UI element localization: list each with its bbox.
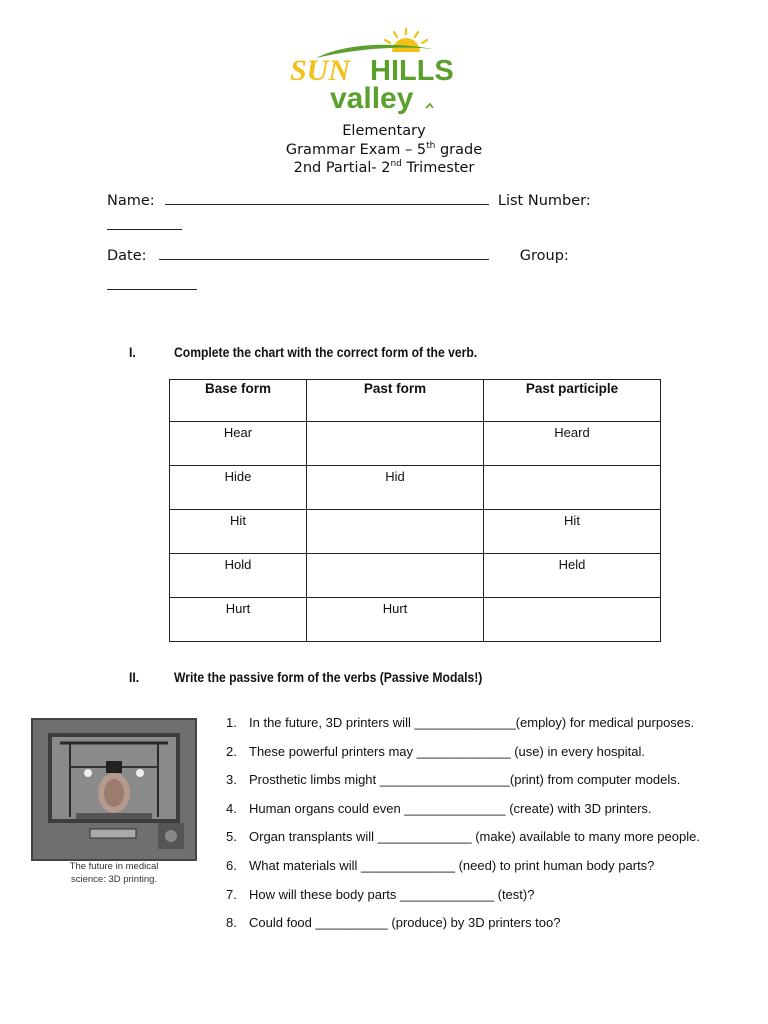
verb-chart-header-row (170, 380, 661, 422)
group-label: Group: (519, 248, 569, 264)
exam-partial: 2nd Partial- 2nd Trimester (293, 159, 475, 176)
section-2-title: Write the passive form of the verbs (Passive Modals!) (174, 670, 483, 685)
cell-past[interactable] (307, 554, 484, 598)
list-number-label: List Number: (497, 193, 591, 209)
logo-hills-text: HILLS (370, 55, 454, 87)
list-item[interactable]: 7. How will these body parts _____________ (test)? (226, 886, 535, 902)
3d-printer-icon (30, 717, 198, 862)
cell-past: Hid (307, 466, 484, 510)
table-row (170, 554, 661, 598)
header-past-participle: Past participle (484, 380, 661, 422)
date-row (107, 245, 569, 264)
date-blank[interactable] (159, 245, 489, 260)
table-row (170, 422, 661, 466)
sun-hills-valley-logo (288, 28, 484, 114)
list-item[interactable]: 1. In the future, 3D printers will ______________(employ) for medical purposes. (226, 715, 695, 730)
cell-base: Hold (170, 554, 307, 598)
table-row (170, 510, 661, 554)
name-blank[interactable] (165, 190, 489, 205)
list-number-blank[interactable] (107, 215, 182, 230)
list-item[interactable]: 2. These powerful printers may _____________ (use) in every hospital. (226, 743, 646, 759)
3d-printer-image (30, 717, 198, 887)
logo-valley-text: valley (330, 82, 414, 114)
cell-participle: Heard (484, 422, 661, 466)
list-item[interactable]: 5. Organ transplants will _____________ (make) available to many more people. (226, 829, 700, 845)
cell-participle: Held (484, 554, 661, 598)
cell-participle: Hit (484, 510, 661, 554)
logo-sun-text: SUN (290, 54, 351, 87)
name-label: Name: (107, 193, 155, 209)
cell-past[interactable] (307, 510, 484, 554)
cell-base: Hurt (170, 598, 307, 642)
exam-level: Elementary (342, 123, 426, 139)
header-past-form: Past form (307, 380, 484, 422)
header-base-form: Base form (170, 380, 307, 422)
date-label: Date: (107, 248, 147, 264)
table-row (170, 466, 661, 510)
section-1-numeral: I. (129, 345, 136, 360)
name-row (107, 190, 591, 209)
cell-past[interactable] (307, 422, 484, 466)
list-item[interactable]: 8. Could food __________ (produce) by 3D printers too? (226, 915, 561, 931)
section-2-numeral: II. (129, 670, 140, 685)
group-blank[interactable] (107, 275, 197, 290)
cell-base: Hit (170, 510, 307, 554)
exam-title: Grammar Exam – 5th grade (285, 141, 483, 158)
image-caption: The future in medical science: 3D printing. (69, 861, 159, 885)
cell-past: Hurt (307, 598, 484, 642)
list-item[interactable]: 6. What materials will _____________ (need) to print human body parts? (226, 857, 655, 873)
section-1-title: Complete the chart with the correct form of the verb. (174, 345, 478, 360)
cell-participle[interactable] (484, 598, 661, 642)
table-row (170, 598, 661, 642)
cell-participle[interactable] (484, 466, 661, 510)
passive-questions-list (226, 709, 700, 938)
list-item[interactable]: 4. Human organs could even ______________ (create) with 3D printers. (226, 800, 652, 816)
verb-chart (169, 379, 661, 642)
list-item[interactable]: 3. Prosthetic limbs might __________________(print) from computer models. (226, 772, 681, 788)
cell-base: Hide (170, 466, 307, 510)
cell-base: Hear (170, 422, 307, 466)
